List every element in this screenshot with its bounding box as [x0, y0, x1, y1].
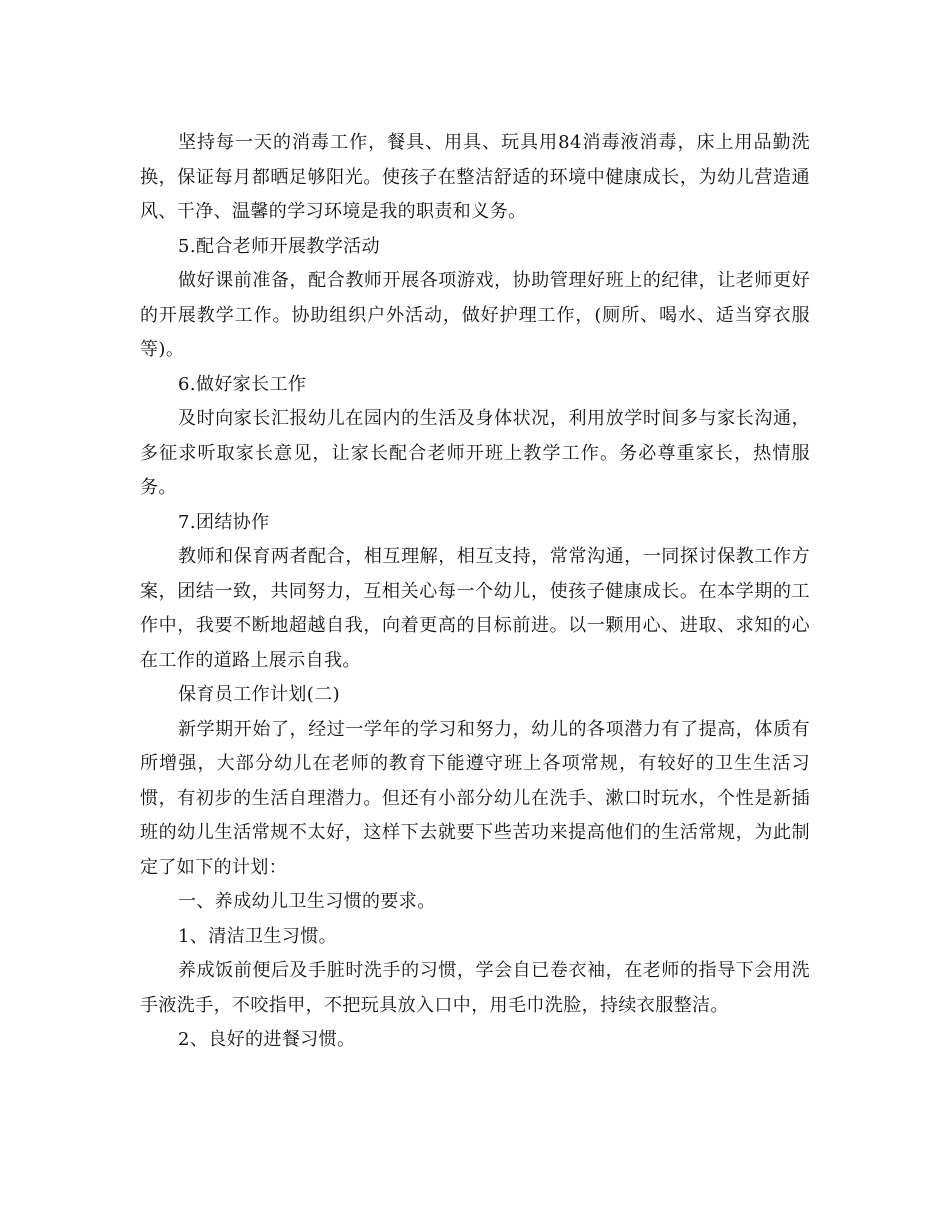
heading-parent-work: 6.做好家长工作 — [178, 373, 307, 395]
document-body — [140, 126, 810, 1058]
heading-teamwork: 7.团结协作 — [178, 511, 270, 533]
heading-hygiene-requirements: 一、养成幼儿卫生习惯的要求。 — [178, 891, 436, 912]
heading-plan-two: 保育员工作计划(二) — [178, 684, 341, 705]
heading-cleanliness: 1、清洁卫生习惯。 — [178, 925, 338, 947]
paragraph-plan-intro: 新学期开始了，经过一学年的学习和努力，幼儿的各项潜力有了提高，体质有所增强，大部分幼儿在老师的教育下能遵守班上各项常规，有较好的卫生生活习惯，有初步的生活自理潜力。但还有小部分幼儿在洗手、漱口时玩水，个性是新插班的幼儿生活常规不太好，这样下去就要下些苦功来提高他们的生活常规，为此制定了如下的计划： — [140, 718, 810, 878]
paragraph-disinfection: 坚持每一天的消毒工作，餐具、用具、玩具用84消毒液消毒，床上用品勤洗换，保证每月都晒足够阳光。使孩子在整洁舒适的环境中健康成长，为幼儿营造通风、干净、温馨的学习环境是我的职责和义务。 — [140, 132, 810, 222]
heading-assist-teaching: 5.配合老师开展教学活动 — [178, 235, 380, 257]
paragraph-teamwork: 教师和保育两者配合，相互理解，相互支持，常常沟通，一同探讨保教工作方案，团结一致，共同努力，互相关心每一个幼儿，使孩子健康成长。在本学期的工作中，我要不断地超越自我，向着更高的目标前进。以一颗用心、进取、求知的心在工作的道路上展示自我。 — [140, 546, 810, 671]
paragraph-assist-teaching: 做好课前准备，配合教师开展各项游戏，协助管理好班上的纪律，让老师更好的开展教学工作。协助组织户外活动，做好护理工作，(厕所、喝水、适当穿衣服等)。 — [140, 270, 810, 360]
heading-eating-habits: 2、良好的进餐习惯。 — [178, 1029, 356, 1050]
paragraph-cleanliness: 养成饭前便后及手脏时洗手的习惯，学会自已卷衣袖，在老师的指导下会用洗手液洗手，不咬指甲，不把玩具放入口中，用毛巾洗脸，持续衣服整洁。 — [140, 960, 810, 1016]
paragraph-parent-work: 及时向家长汇报幼儿在园内的生活及身体状况，利用放学时间多与家长沟通，多征求听取家长意见，让家长配合老师开班上教学工作。务必尊重家长，热情服务。 — [140, 408, 810, 498]
